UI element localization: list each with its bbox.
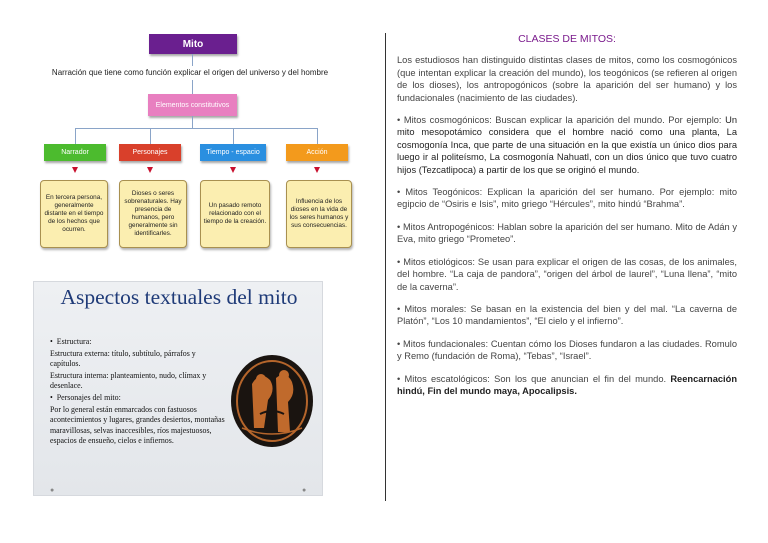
slide-text: Por lo general están enmarcados con fastuosos acontecimientos y lugares, grandes desiertos, montañas maravillosas, selvas inaccesibles, ríos majestuosos, espacios de ensueño, cielos e infiernos. [50, 404, 225, 446]
arrow-icon [314, 167, 320, 173]
slide-text: Estructura externa: título, subtítulo, párrafos y capítulos. [50, 348, 196, 369]
connector [150, 128, 151, 144]
article [397, 33, 737, 407]
arrow-icon [147, 167, 153, 173]
connector-horizontal [75, 128, 318, 129]
card-tiempo-espacio: Un pasado remoto relacionado con el tiempo de la creación. [200, 180, 270, 248]
map-title: Mito [149, 34, 237, 54]
cosmogonic-lead: • Mitos cosmogónicos: Buscan explicar la aparición del mundo. Por ejemplo: [397, 115, 722, 126]
foundational-paragraph: • Mitos fundacionales: Cuentan cómo los Dioses fundaron a las ciudades. Romulo y Remo (fundación de Roma), “Tebas”, “Israel”. [397, 338, 737, 362]
connector [233, 128, 234, 144]
slide-title: Aspectos textuales del mito [60, 285, 298, 309]
column-divider [385, 33, 386, 501]
slide-dot: ● [50, 486, 55, 494]
arrow-icon [72, 167, 78, 173]
eschatological-examples: Reencarnación hindú, Fin del mundo maya, Apocalipsis. [397, 373, 737, 396]
etiological-paragraph: • Mitos etiológicos: Se usan para explicar el origen de las cosas, de los animales, del hombre. “La caja de pandora”, “origen del árbol de laurel”, “Luna llena”, “mito de la caverna”. [397, 256, 737, 292]
category-personajes: Personajes [119, 144, 181, 161]
slide-dot: ● [302, 486, 307, 494]
elements-box: Elementos constitutivos [148, 94, 237, 116]
card-narrador: En tercera persona, generalmente distante en el tiempo de los hechos que ocurren. [40, 180, 108, 248]
greek-vase-image [230, 354, 314, 448]
eschatological-paragraph [397, 373, 737, 398]
slide-text: Estructura interna: planteamiento, nudo, clímax y desenlace. [50, 370, 207, 391]
teogonic-paragraph: • Mitos Teogónicos: Explican la aparición del ser humano. Por ejemplo: mito egipcio de “Osiris e Isis”, mito griego “Hércules”, mito hindú “Brahma”. [397, 187, 737, 210]
eschatological-lead: • Mitos escatológicos: Son los que anuncian el fin del mundo. [397, 373, 667, 384]
cosmogonic-body: Un mito mesopotámico considera que el hombre nació como una planta, La cosmogonía Inca, que parte de una situación en la que existía un único dios para luego ir al politeísmo, La cosmogonía Nahuatl, con un dios único que tuvo cuatro hijos (Tezcatlipoca) a partir de los que se originó el mundo. [397, 115, 738, 175]
map-description: Narración que tiene como función explicar el origen del universo y del hombre [51, 68, 329, 77]
category-tiempo-espacio: Tiempo - espacio [200, 144, 266, 161]
slide-bullet: • Personajes del mito: [50, 393, 228, 404]
intro-paragraph: Los estudiosos han distinguido distintas clases de mitos, como los cosmogónicos (que intentan explicar la creación del mundo), los teogónicos (se refieren al origen de los dioses), los antropogónicos (sobre la aparición del ser humano) y los fundacionales (nacimiento de las ciudades). [397, 55, 737, 103]
cosmogonic-paragraph [397, 114, 737, 176]
connector [192, 80, 193, 94]
category-accion: Acción [286, 144, 348, 161]
category-narrador: Narrador [44, 144, 106, 161]
connector [75, 128, 76, 144]
card-personajes: Dioses o seres sobrenaturales. Hay presencia de humanos, pero generalmente sin identificarles. [119, 180, 187, 248]
anthropogenic-paragraph: • Mitos Antropogénicos: Hablan sobre la aparición del ser humano. Mito de Adán y Eva, mito griego “Prometeo”. [397, 221, 737, 245]
slide [33, 281, 323, 496]
card-accion: Influencia de los dioses en la vida de los seres humanos y sus consecuencias. [286, 180, 352, 248]
arrow-icon [230, 167, 236, 173]
slide-body [50, 337, 228, 448]
slide-bullet: • Estructura: [50, 337, 228, 348]
moral-paragraph: • Mitos morales: Se basan en la existencia del bien y del mal. “La caverna de Platón”, “Los 10 mandamientos”, “El cielo y el infierno”. [397, 303, 737, 327]
connector [192, 54, 193, 66]
concept-map [30, 28, 350, 268]
connector [317, 128, 318, 144]
article-heading: CLASES DE MITOS: [518, 33, 616, 45]
connector [192, 116, 193, 128]
